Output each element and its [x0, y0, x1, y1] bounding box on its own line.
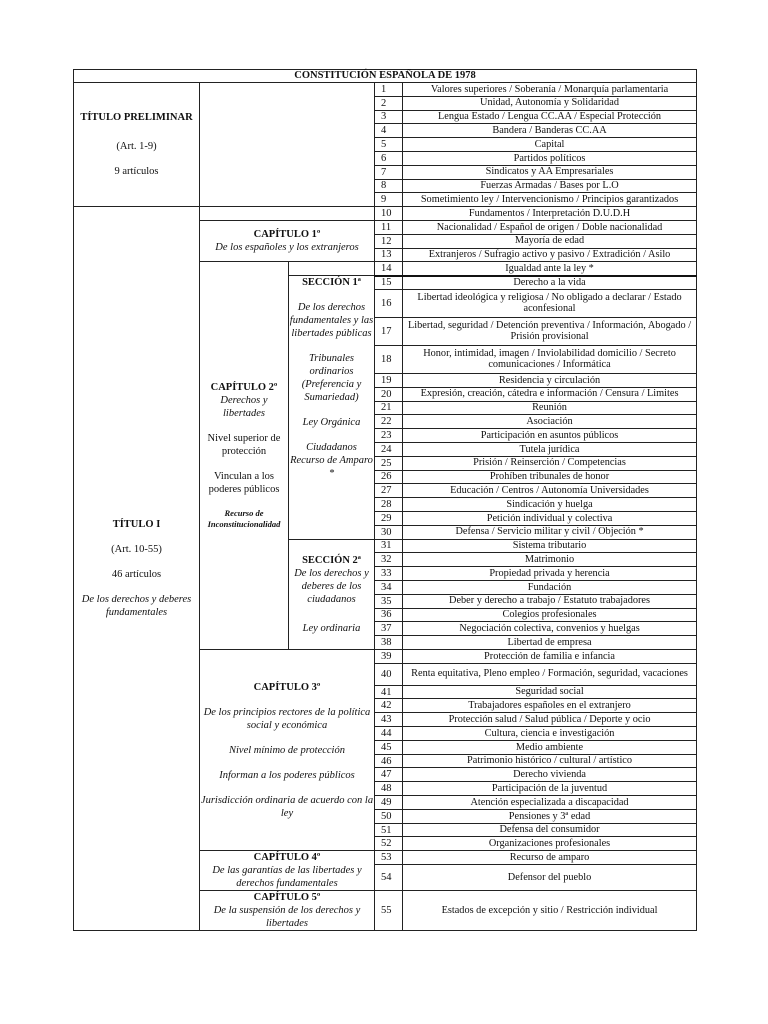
article-number: 21: [375, 401, 403, 415]
seccion-1-desc: De los derechos fundamentales y las libertades públicas: [289, 302, 374, 340]
article-number: 23: [375, 429, 403, 443]
article-row: [74, 83, 697, 97]
article-topic: Petición individual y colectiva: [403, 511, 697, 525]
article-topic: Unidad, Autonomía y Solidaridad: [403, 96, 697, 110]
capitulo-5-cell: [200, 891, 375, 931]
article-topic: Igualdad ante la ley *: [403, 262, 697, 276]
article-topic: Prohíben tribunales de honor: [403, 470, 697, 484]
article-number: 43: [375, 713, 403, 727]
article-topic: Residencia y circulación: [403, 373, 697, 387]
seccion-1-courts: Tribunales ordinarios (Preferencia y Sumariedad): [301, 353, 362, 404]
article-number: 54: [375, 865, 403, 891]
article-number: 15: [375, 276, 403, 290]
article-topic: Lengua Estado / Lengua CC.AA / Especial Protección: [403, 110, 697, 124]
article-topic: Cultura, ciencia e investigación: [403, 727, 697, 741]
article-number: 44: [375, 727, 403, 741]
article-number: 42: [375, 699, 403, 713]
capitulo-3-desc: De los principios rectores de la política social y económica: [203, 706, 371, 731]
capitulo-1-cell: [200, 220, 375, 261]
article-number: 3: [375, 110, 403, 124]
article-number: 20: [375, 387, 403, 401]
article-number: 19: [375, 373, 403, 387]
article-topic: Renta equitativa, Pleno empleo / Formación, seguridad, vacaciones: [403, 663, 697, 685]
article-topic: Protección salud / Salud pública / Deporte y ocio: [403, 713, 697, 727]
capitulo-3-cell: [200, 649, 375, 850]
article-number: 32: [375, 553, 403, 567]
article-topic: Seguridad social: [403, 685, 697, 699]
capitulo-2-appeal: Recurso de Inconstitucionalidad: [207, 508, 281, 530]
article-number: 49: [375, 796, 403, 810]
article-topic: Defensor del pueblo: [403, 865, 697, 891]
seccion-1-top-blank: [289, 262, 375, 276]
article-number: 36: [375, 608, 403, 622]
article-number: 4: [375, 124, 403, 138]
article-topic: Trabajadores españoles en el extranjero: [403, 699, 697, 713]
article-number: 2: [375, 96, 403, 110]
constitution-table: [73, 69, 697, 931]
article-topic: Fuerzas Armadas / Bases por L.O: [403, 179, 697, 193]
article-topic: Patrimonio histórico / cultural / artístico: [403, 754, 697, 768]
capitulo-3-level: Nivel mínimo de protección: [229, 744, 345, 756]
article-topic: Expresión, creación, cátedra e información / Censura / Limites: [403, 387, 697, 401]
article-topic: Honor, intimidad, imagen / Inviolabilidad domicilio / Secreto comunicaciones / Informática: [403, 345, 697, 373]
seccion-1-name: SECCIÓN 1ª: [302, 277, 361, 289]
article-number: 7: [375, 165, 403, 179]
capitulo-5-name: CAPÍTULO 5º: [253, 892, 321, 904]
article-number: 26: [375, 470, 403, 484]
article-topic: Fundación: [403, 580, 697, 594]
article-number: 51: [375, 823, 403, 837]
title-row: [74, 70, 697, 83]
capitulo-4-name: CAPÍTULO 4º: [253, 852, 321, 864]
titulo-primero-name: TÍTULO I: [112, 519, 161, 531]
article-number: 34: [375, 580, 403, 594]
article-number: 52: [375, 837, 403, 851]
titulo-primero-range: (Art. 10-55): [111, 544, 162, 556]
article-topic: Libertad, seguridad / Detención preventiva / Información, Abogado / Prisión provisional: [403, 317, 697, 345]
article-number: 10: [375, 207, 403, 221]
article-topic: Sindicatos y AA Empresariales: [403, 165, 697, 179]
article-number: 41: [375, 685, 403, 699]
article-number: 14: [375, 262, 403, 276]
article-topic: Deber y derecho a trabajo / Estatuto trabajadores: [403, 594, 697, 608]
article-number: 39: [375, 649, 403, 663]
article-topic: Bandera / Banderas CC.AA: [403, 124, 697, 138]
document-title: CONSTITUCIÓN ESPAÑOLA DE 1978: [74, 70, 697, 83]
titulo-preliminar-range: (Art. 1-9): [116, 141, 157, 153]
capitulo-4-cell: [200, 851, 375, 891]
article-number: 8: [375, 179, 403, 193]
article-number: 29: [375, 511, 403, 525]
article-number: 45: [375, 740, 403, 754]
article-number: 31: [375, 539, 403, 553]
titulo-preliminar-count: 9 artículos: [114, 166, 159, 178]
article-number: 53: [375, 851, 403, 865]
titulo-primero-desc: De los derechos y deberes fundamentales: [81, 594, 192, 619]
capitulo-2-desc: Derechos y libertades: [220, 395, 268, 420]
capitulo-5-desc: De la suspensión de los derechos y libertades: [213, 905, 361, 930]
article-topic: Participación de la juventud: [403, 782, 697, 796]
article-topic: Defensa del consumidor: [403, 823, 697, 837]
capitulo-3-informs: Informan a los poderes públicos: [219, 769, 355, 781]
article-topic: Defensa / Servicio militar y civil / Objeción *: [403, 525, 697, 539]
seccion-1-law: Ley Orgánica: [302, 417, 361, 429]
titulo-primero-count: 46 artículos: [111, 569, 162, 581]
titulo-primero-cell: [74, 207, 200, 931]
article-number: 46: [375, 754, 403, 768]
capitulo-2-cell: [200, 262, 289, 650]
capitulo-3-name: CAPÍTULO 3º: [253, 681, 321, 693]
article-topic: Libertad ideológica y religiosa / No obligado a declarar / Estado aconfesional: [403, 289, 697, 317]
article-topic: Participación en asuntos públicos: [403, 429, 697, 443]
article-topic: Libertad de empresa: [403, 636, 697, 650]
article-topic: Sindicación y huelga: [403, 498, 697, 512]
seccion-2-name: SECCIÓN 2ª: [302, 554, 361, 566]
article-number: 18: [375, 345, 403, 373]
titulo-primero-blank: [200, 207, 375, 221]
seccion-2-law: Ley ordinaria: [302, 622, 361, 634]
article-number: 12: [375, 234, 403, 248]
article-topic: Mayoría de edad: [403, 234, 697, 248]
article-number: 16: [375, 289, 403, 317]
capitulo-1-name: CAPÍTULO 1º: [253, 229, 321, 241]
article-topic: Tutela jurídica: [403, 442, 697, 456]
article-number: 48: [375, 782, 403, 796]
article-topic: Asociación: [403, 415, 697, 429]
capitulo-1-desc: De los españoles y los extranjeros: [215, 242, 359, 254]
article-number: 28: [375, 498, 403, 512]
capitulo-3-jurisdiction: Jurisdicción ordinaria de acuerdo con la ley: [200, 794, 374, 819]
article-topic: Pensiones y 3ª edad: [403, 809, 697, 823]
article-number: 1: [375, 83, 403, 97]
article-number: 5: [375, 138, 403, 152]
article-topic: Extranjeros / Sufragio activo y pasivo / Extradición / Asilo: [403, 248, 697, 262]
article-topic: Recurso de amparo: [403, 851, 697, 865]
seccion-2-cell: [289, 539, 375, 649]
article-number: 9: [375, 193, 403, 207]
article-topic: Organizaciones profesionales: [403, 837, 697, 851]
article-number: 27: [375, 484, 403, 498]
article-topic: Propiedad privada y herencia: [403, 567, 697, 581]
article-number: 6: [375, 151, 403, 165]
article-topic: Reunión: [403, 401, 697, 415]
article-number: 17: [375, 317, 403, 345]
article-topic: Educación / Centros / Autonomía Universidades: [403, 484, 697, 498]
article-topic: Matrimonio: [403, 553, 697, 567]
article-topic: Derecho a la vida: [403, 276, 697, 290]
seccion-1-cell: [289, 276, 375, 539]
article-topic: Estados de excepción y sitio / Restricción individual: [403, 891, 697, 931]
article-topic: Prisión / Reinserción / Competencias: [403, 456, 697, 470]
article-number: 24: [375, 442, 403, 456]
titulo-preliminar-cell: [74, 83, 200, 207]
seccion-1-amparo: Ciudadanos Recurso de Amparo *: [290, 442, 373, 480]
titulo-preliminar-blank: [200, 83, 375, 207]
article-number: 40: [375, 663, 403, 685]
seccion-2-desc: De los derechos y deberes de los ciudadanos: [294, 567, 369, 605]
article-topic: Fundamentos / Interpretación D.U.D.H: [403, 207, 697, 221]
article-number: 33: [375, 567, 403, 581]
article-topic: Valores superiores / Soberanía / Monarquía parlamentaria: [403, 83, 697, 97]
article-number: 22: [375, 415, 403, 429]
article-topic: Capital: [403, 138, 697, 152]
article-number: 35: [375, 594, 403, 608]
article-number: 25: [375, 456, 403, 470]
article-topic: Partidos políticos: [403, 151, 697, 165]
article-topic: Sometimiento ley / Intervencionismo / Principios garantizados: [403, 193, 697, 207]
capitulo-2-binds: Vinculan a los poderes públicos: [208, 471, 280, 496]
article-number: 37: [375, 622, 403, 636]
article-number: 38: [375, 636, 403, 650]
article-number: 11: [375, 220, 403, 234]
article-number: 30: [375, 525, 403, 539]
article-number: 50: [375, 809, 403, 823]
capitulo-2-level: Nivel superior de protección: [207, 433, 281, 458]
article-number: 47: [375, 768, 403, 782]
article-topic: Atención especializada a discapacidad: [403, 796, 697, 810]
article-topic: Sistema tributario: [403, 539, 697, 553]
article-topic: Negociación colectiva, convenios y huelgas: [403, 622, 697, 636]
article-topic: Nacionalidad / Español de origen / Doble nacionalidad: [403, 220, 697, 234]
article-number: 55: [375, 891, 403, 931]
article-number: 13: [375, 248, 403, 262]
capitulo-4-desc: De las garantías de las libertades y derechos fundamentales: [212, 865, 362, 890]
titulo-preliminar-name: TÍTULO PRELIMINAR: [80, 112, 193, 124]
article-topic: Colegios profesionales: [403, 608, 697, 622]
article-topic: Derecho vivienda: [403, 768, 697, 782]
article-topic: Medio ambiente: [403, 740, 697, 754]
article-topic: Protección de familia e infancia: [403, 649, 697, 663]
article-row: [74, 207, 697, 221]
capitulo-2-name: CAPÍTULO 2º: [210, 382, 278, 394]
